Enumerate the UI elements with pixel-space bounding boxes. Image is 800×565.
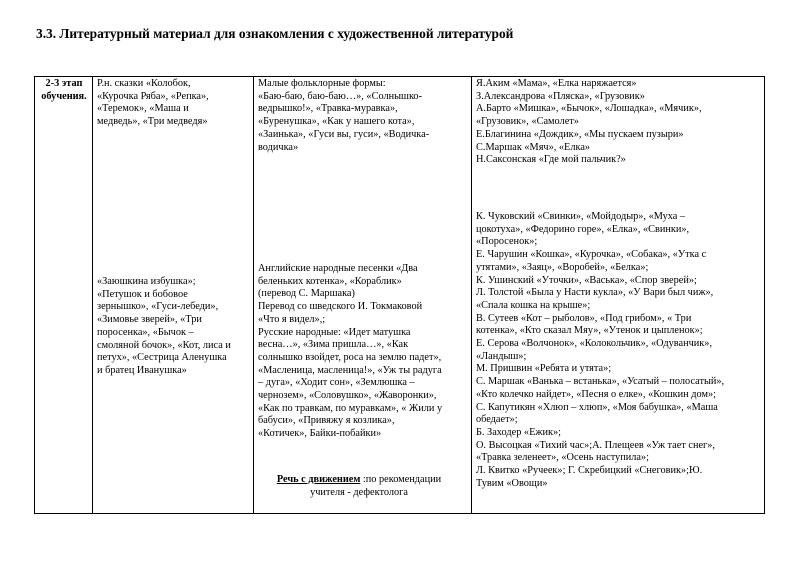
text-line: «Поросенок»;: [476, 236, 538, 248]
text-line: «Спала кошка на крыше»;: [476, 299, 591, 311]
text-line: бабуси», «Привяжу я козлика»,: [258, 415, 395, 427]
text-line: Е. Серова «Волчонок», «Колокольчик», «Одуванчик»,: [476, 338, 713, 350]
text-line: Р.н. сказки «Колобок,: [97, 78, 191, 89]
speech-note: :по рекомендации: [360, 474, 442, 485]
text-line: 2-3 этап: [45, 78, 83, 89]
text-line: и братец Иванушка»: [97, 364, 187, 376]
text-line: Русские народные: «Идет матушка: [258, 326, 411, 338]
text-line: поросенка», «Бычок –: [97, 326, 194, 338]
text-line: «Кто колечко найдет», «Песня о елке», «Кошкин дом»;: [476, 388, 716, 400]
text-line: беленьких котенка», «Кораблик»: [258, 275, 402, 287]
text-line: цокотуха», «Федорино горе», «Елка», «Свинки»,: [476, 223, 690, 235]
text-line: чернозем», «Соловушко», «Жаворонки»,: [258, 390, 437, 402]
text-line: Е. Чарушин «Кошка», «Курочка», «Собака», «Утка с: [476, 249, 707, 261]
text-line: «Травка зеленеет», «Осень наступила»;: [476, 452, 649, 464]
text-line: С.Маршак «Мяч», «Елка»: [476, 141, 591, 153]
text-line: (перевод С. Маршака): [258, 288, 355, 300]
text-line: утятами», «Заяц», «Воробей», «Белка»;: [476, 261, 649, 273]
text-line: З.Александрова «Пляска», «Грузовик»: [476, 90, 645, 102]
text-line: водичка»: [258, 141, 299, 153]
text-line: А.Барто «Мишка», «Бычок», «Лошадка», «Мячик»,: [476, 103, 702, 115]
text-line: Английские народные песенки «Два: [258, 263, 418, 274]
text-line: «Буренушка», «Как у нашего кота»,: [258, 116, 415, 128]
speech-with-movement: [258, 474, 460, 499]
speech-heading: Речь с движением: [276, 474, 361, 485]
text-line: «Ландыш»;: [476, 350, 527, 362]
folk-tales-list-extra: [97, 276, 247, 378]
literature-table: [34, 76, 765, 514]
text-line: солнышко взойдет, роса на землю падет»,: [258, 351, 442, 363]
text-line: В. Сутеев «Кот – рыболов», «Под грибом», « Три: [476, 312, 692, 324]
authors-list-extra: [476, 211, 760, 490]
text-line: «Котичек», Байки-побайки»: [258, 428, 382, 440]
text-line: «Теремок», «Маша и: [97, 103, 189, 115]
text-line: зернышко», «Гуси-лебеди»,: [97, 301, 219, 313]
text-line: Л. Толстой «Была у Насти кукла», «У Вари был чиж»,: [476, 287, 714, 299]
text-line: весна…», «Зима пришла…», «Как: [258, 339, 409, 351]
text-line: Я.Аким «Мама», «Елка наряжается»: [476, 78, 637, 89]
authors-list: [476, 78, 760, 167]
stage-cell: [39, 78, 89, 103]
text-line: ведрышко!», «Травка-муравка»,: [258, 103, 398, 115]
text-line: «Грузовик», «Самолет»: [476, 116, 579, 128]
folk-songs-list: [258, 263, 460, 441]
text-line: Перевод со шведского И. Токмаковой: [258, 301, 423, 313]
text-line: М. Пришвин «Ребята и утята»;: [476, 363, 612, 375]
text-line: К. Чуковский «Свинки», «Мойдодыр», «Муха –: [476, 211, 686, 222]
column-divider: [253, 77, 254, 513]
text-line: «Петушок и бобовое: [97, 288, 188, 300]
column-divider: [92, 77, 93, 513]
text-line: медведь», «Три медведя»: [97, 116, 208, 128]
small-folklore-forms: [258, 78, 460, 154]
column-divider: [471, 77, 472, 513]
text-line: «Что я видел»,;: [258, 313, 326, 325]
text-line: Тувим «Овощи»: [476, 477, 548, 489]
text-line: обедает»;: [476, 414, 518, 426]
text-line: обучения.: [41, 90, 87, 102]
text-line: К. Ушинский «Уточки», «Васька», «Спор зверей»;: [476, 274, 697, 286]
text-line: Л. Квитко «Ручеек»; Г. Скребицкий «Снеговик»;Ю.: [476, 465, 703, 477]
text-line: петух», «Сестрица Аленушка: [97, 352, 227, 364]
text-line: Е.Благинина «Дождик», «Мы пускаем пузыри»: [476, 128, 684, 140]
text-line: – дуга», «Ходит сон», «Землюшка –: [258, 377, 415, 389]
text-line: О. Высоцкая «Тихий час»;А. Плещеев «Уж тает снег»,: [476, 439, 715, 451]
text-line: С. Капутикян «Хлюп – хлюп», «Моя бабушка», «Маша: [476, 401, 718, 413]
text-line: Малые фольклорные формы:: [258, 78, 386, 89]
text-line: «Заюшкина избушка»;: [97, 276, 196, 287]
text-line: «Курочка Ряба», «Репка»,: [97, 90, 209, 102]
text-line: «Зимовье зверей», «Три: [97, 314, 202, 326]
text-line: «Как по травкам, по муравкам», « Жили у: [258, 402, 443, 414]
section-heading: 3.3. Литературный материал для ознакомления с художественной литературой: [36, 26, 514, 41]
speech-note-line: учителя - дефектолога: [310, 486, 408, 498]
text-line: котенка», «Кто сказал Мяу», «Утенок и цыпленок»;: [476, 325, 703, 337]
text-line: «Заинька», «Гуси вы, гуси», «Водичка-: [258, 128, 430, 140]
text-line: Н.Саксонская «Где мой пальчик?»: [476, 154, 626, 166]
text-line: смоляной бочок», «Кот, лиса и: [97, 339, 231, 351]
text-line: «Масленица, масленица!», «Уж ты радуга: [258, 364, 442, 376]
text-line: Б. Заходер «Ежик»;: [476, 426, 562, 438]
text-line: С. Маршак «Ванька – встанька», «Усатый – полосатый»,: [476, 376, 725, 388]
folk-tales-list: [97, 78, 247, 129]
text-line: «Баю-баю, баю-баю…», «Солнышко-: [258, 90, 423, 102]
